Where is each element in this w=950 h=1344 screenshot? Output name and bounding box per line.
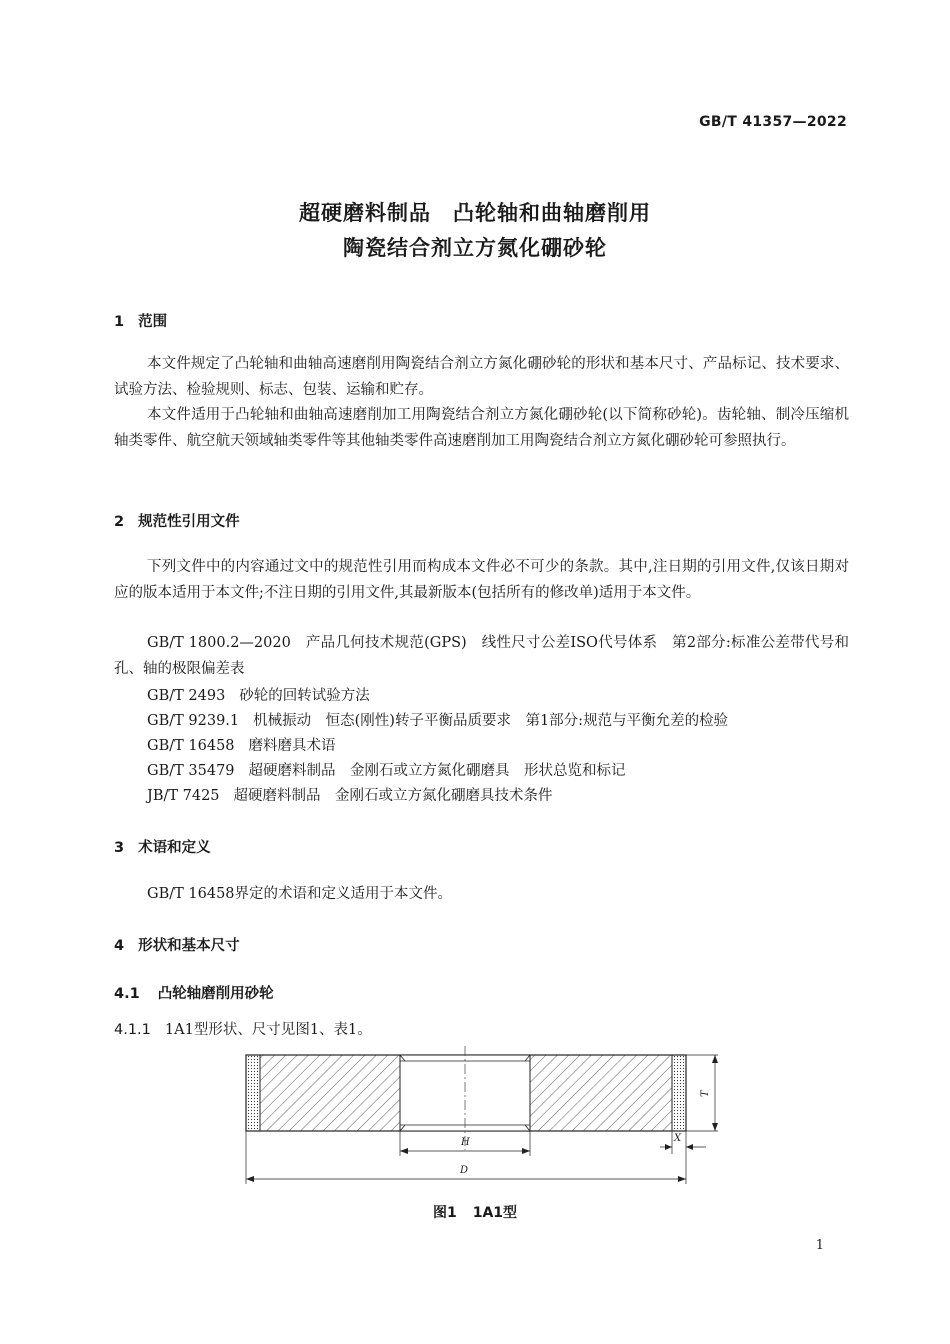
abrasive-layer-right [672, 1055, 686, 1131]
terms-paragraph: GB/T 16458界定的术语和定义适用于本文件。 [147, 886, 453, 902]
dim-label-h: H [461, 1137, 470, 1148]
title-line-2: 陶瓷结合剂立方氮化硼砂轮 [343, 236, 607, 260]
dim-label-d: D [460, 1165, 469, 1176]
ref-code: JB/T 7425 [147, 788, 220, 804]
ref-item [147, 784, 553, 805]
figure-title: 1A1型 [472, 1205, 518, 1221]
page-number: 1 [815, 1238, 824, 1253]
ref-item-gbt1800: GB/T 1800.2—2020 产品几何技术规范(GPS) 线性尺寸公差ISO代号体系 第2部分:标准公差带代号和孔、轴的极限偏差表 [114, 635, 849, 677]
ref-title: 超硬磨料制品 金刚石或立方氮化硼磨具技术条件 [233, 788, 553, 804]
clause-number: 4.1.1 [114, 1022, 151, 1038]
scope-paragraph-1: 本文件规定了凸轮轴和曲轴高速磨削用陶瓷结合剂立方氮化硼砂轮的形状和基本尺寸、产品标记、技术要求、试验方法、检验规则、标志、包装、运输和贮存。 [114, 356, 849, 398]
section-number: 2 [114, 514, 125, 530]
ref-title: 超硬磨料制品 金刚石或立方氮化硼磨具 形状总览和标记 [248, 763, 626, 779]
section-title: 范围 [138, 314, 168, 330]
ref-code: GB/T 16458 [147, 738, 235, 754]
section-number: 1 [114, 314, 125, 330]
section-4-heading [114, 934, 240, 955]
section-title: 术语和定义 [138, 840, 211, 856]
ref-code: GB/T 2493 [147, 688, 226, 704]
ref-item [147, 684, 370, 705]
section-number: 4 [114, 938, 125, 954]
figure-number: 图1 [432, 1205, 457, 1221]
dim-label-t: T [700, 1090, 711, 1097]
scope-paragraph-2: 本文件适用于凸轮轴和曲轴高速磨削加工用陶瓷结合剂立方氮化硼砂轮(以下简称砂轮)。齿轮轴、制冷压缩机轴类零件、航空航天领域轴类零件等其他轴类零件高速磨削加工用陶瓷结合剂立方氮化硼砂轮可参照执行。 [114, 407, 849, 449]
refs-intro-paragraph: 下列文件中的内容通过文中的规范性引用而构成本文件必不可少的条款。其中,注日期的引用文件,仅该日期对应的版本适用于本文件;不注日期的引用文件,其最新版本(包括所有的修改单)适用于本文件。 [114, 559, 849, 601]
section-2-heading [114, 510, 240, 531]
ref-title: 磨料磨具术语 [248, 738, 336, 754]
ref-item [147, 759, 626, 780]
section-number: 3 [114, 840, 125, 856]
clause-4-1-1 [114, 1018, 372, 1039]
section-title: 凸轮轴磨削用砂轮 [157, 986, 274, 1002]
section-4-1-heading [114, 982, 274, 1003]
section-title: 规范性引用文件 [138, 514, 240, 530]
ref-title: 机械振动 恒态(刚性)转子平衡品质要求 第1部分:规范与平衡允差的检验 [253, 713, 729, 729]
section-number: 4.1 [114, 986, 140, 1002]
wheel-body-left [260, 1055, 400, 1131]
section-3-heading [114, 836, 211, 857]
ref-title: 砂轮的回转试验方法 [239, 688, 370, 704]
ref-code: GB/T 9239.1 [147, 713, 240, 729]
ref-item [147, 734, 336, 755]
title-line-1: 超硬磨料制品 凸轮轴和曲轴磨削用 [299, 201, 651, 225]
figure-caption [0, 1202, 950, 1222]
abrasive-layer-left [246, 1055, 260, 1131]
standard-number: GB/T 41357—2022 [699, 114, 847, 130]
wheel-body-right [530, 1055, 672, 1131]
dim-label-x: X [674, 1133, 682, 1144]
section-1-heading [114, 310, 167, 331]
clause-text: 1A1型形状、尺寸见图1、表1。 [164, 1022, 372, 1038]
section-title: 形状和基本尺寸 [138, 938, 240, 954]
ref-code: GB/T 35479 [147, 763, 235, 779]
ref-item [147, 709, 728, 730]
figure-1a1-drawing [238, 1046, 718, 1186]
